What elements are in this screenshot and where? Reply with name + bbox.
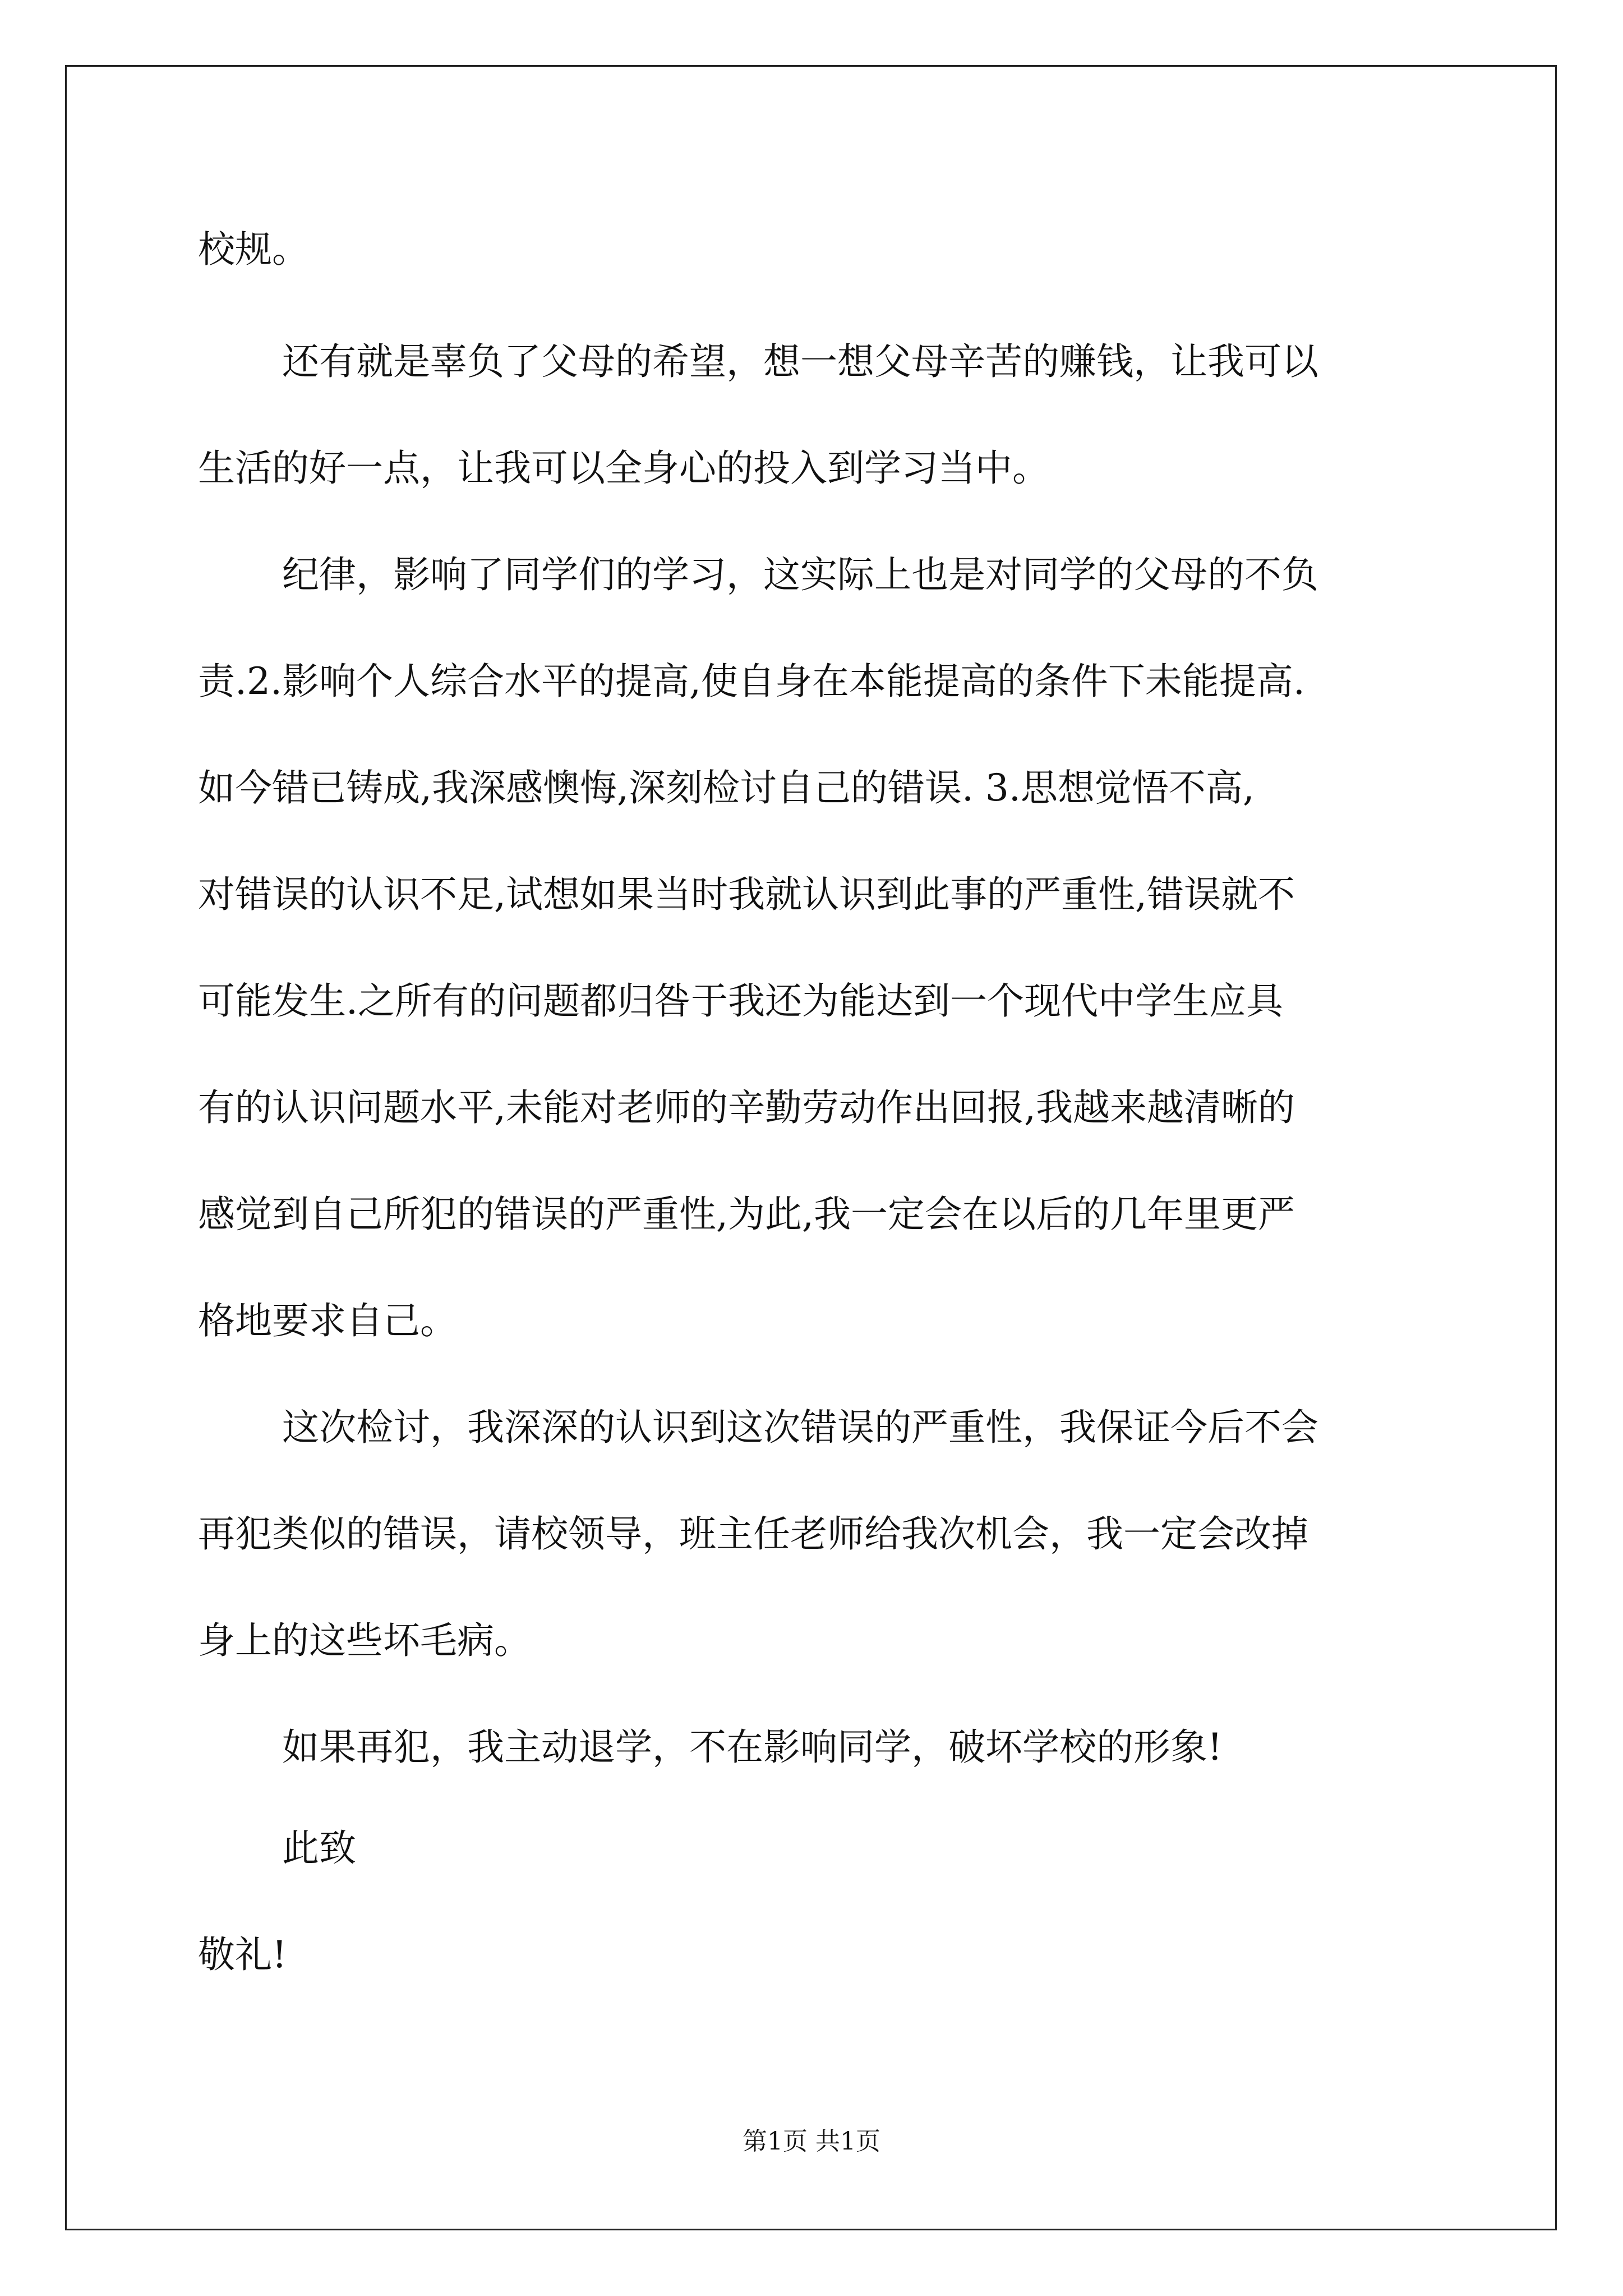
text-line: 如果再犯，我主动退学，不在影响同学，破坏学校的形象!: [282, 1726, 1223, 1769]
text-line: 这次检讨，我深深的认识到这次错误的严重性，我保证今后不会: [282, 1406, 1318, 1449]
closing-regards: 敬礼!: [198, 1933, 287, 1976]
text-line: 纪律，影响了同学们的学习，这实际上也是对同学的父母的不负: [282, 553, 1318, 596]
text-line: 如今错已铸成,我深感懊悔,深刻检讨自己的错误. 3.思想觉悟不高,: [198, 766, 1255, 809]
text-line: 还有就是辜负了父母的希望，想一想父母辛苦的赚钱，让我可以: [282, 340, 1318, 383]
text-line: 对错误的认识不足,试想如果当时我就认识到此事的严重性,错误就不: [198, 873, 1295, 916]
text-line: 有的认识问题水平,未能对老师的辛勤劳动作出回报,我越来越清晰的: [198, 1086, 1295, 1129]
text-line: 校规。: [198, 228, 309, 271]
text-line: 责.2.影响个人综合水平的提高,使自身在本能提高的条件下未能提高.: [198, 660, 1305, 703]
page-footer: 第1页 共1页: [743, 2127, 880, 2156]
text-line: 可能发生.之所有的问题都归咎于我还为能达到一个现代中学生应具: [198, 979, 1283, 1023]
closing-salutation: 此致: [282, 1826, 356, 1870]
text-line: 格地要求自己。: [198, 1299, 457, 1342]
text-line: 再犯类似的错误，请校领导，班主任老师给我次机会，我一定会改掉: [198, 1512, 1308, 1556]
text-line: 生活的好一点，让我可以全身心的投入到学习当中。: [198, 447, 1049, 490]
page-border: [65, 65, 1557, 2230]
text-line: 感觉到自己所犯的错误的严重性,为此,我一定会在以后的几年里更严: [198, 1193, 1295, 1236]
text-line: 身上的这些坏毛病。: [198, 1619, 531, 1662]
